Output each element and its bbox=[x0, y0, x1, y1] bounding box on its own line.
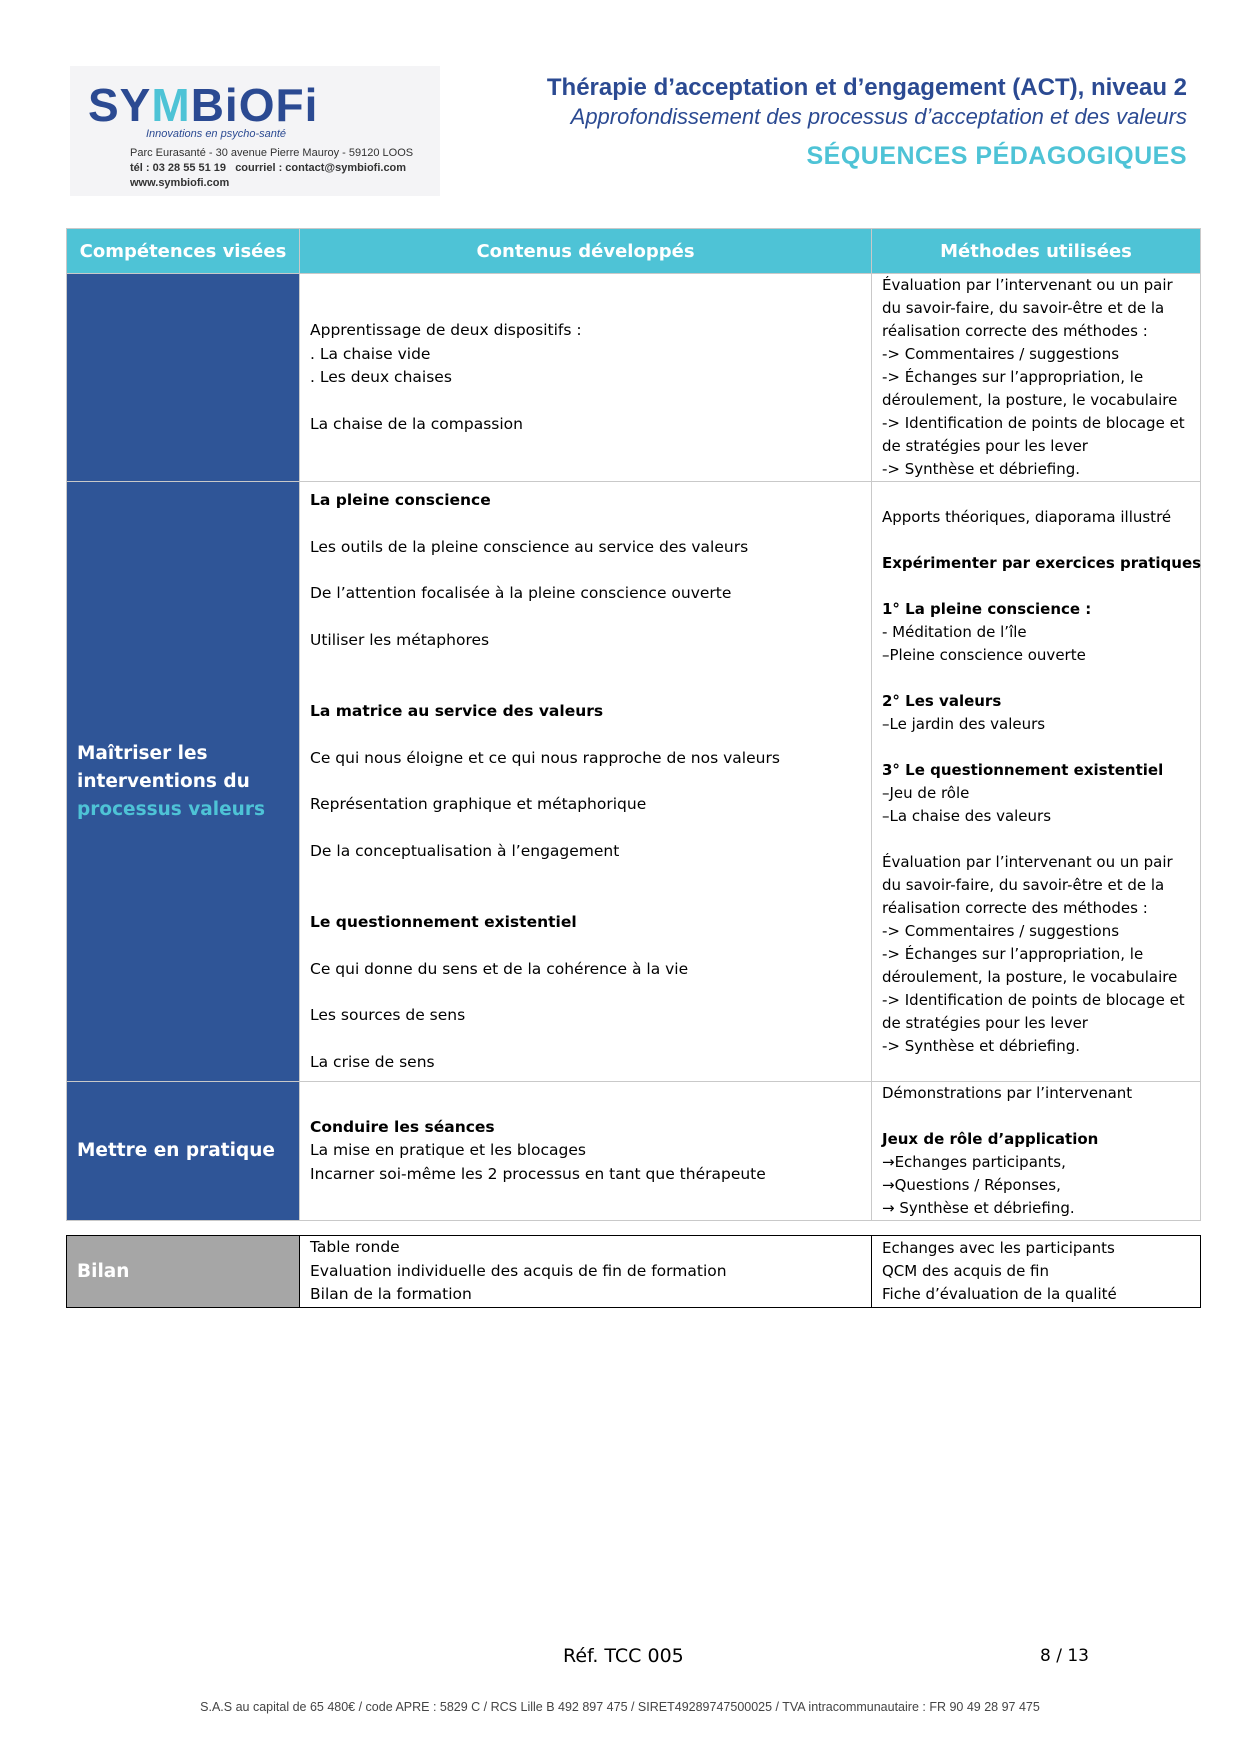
competence-text: interventions du bbox=[77, 770, 250, 792]
document-subtitle: Approfondissement des processus d’acceptation et des valeurs bbox=[570, 104, 1187, 129]
contenus-cell bbox=[300, 482, 872, 1082]
bilan-contenu-line: Table ronde bbox=[310, 1238, 400, 1257]
section-title: SÉQUENCES PÉDAGOGIQUES bbox=[806, 142, 1187, 170]
bilan-contenu-line: Bilan de la formation bbox=[310, 1285, 472, 1304]
methode-line: –Jeu de rôle bbox=[882, 783, 970, 802]
logo-part-2: M bbox=[151, 79, 191, 131]
contenu-heading: La pleine conscience bbox=[310, 491, 491, 509]
legal-footer: S.A.S au capital de 65 480€ / code APRE : 5829 C / RCS Lille B 492 897 475 / SIRET49289747500025 / TVA intracommunautaire : FR 90 49 28 97 475 bbox=[200, 1700, 1040, 1714]
bilan-methode-line: Fiche d’évaluation de la qualité bbox=[882, 1285, 1117, 1303]
contenu-line: Utiliser les métaphores bbox=[310, 630, 490, 649]
bilan-label: Bilan bbox=[67, 1236, 300, 1308]
methode-line: Apports théoriques, diaporama illustré bbox=[882, 507, 1172, 526]
methode-line: - Méditation de l’île bbox=[882, 622, 1027, 641]
contenus-cell bbox=[300, 274, 872, 482]
contenu-heading: La matrice au service des valeurs bbox=[310, 702, 604, 720]
methode-line: -> Identification de points de blocage et bbox=[882, 990, 1185, 1009]
company-address: Parc Eurasanté - 30 avenue Pierre Mauroy - 59120 LOOS bbox=[130, 147, 414, 159]
contenu-line: De l’attention focalisée à la pleine conscience ouverte bbox=[310, 584, 732, 602]
company-website bbox=[130, 176, 413, 191]
bilan-table bbox=[66, 1235, 1201, 1308]
methode-line: -> Commentaires / suggestions bbox=[882, 921, 1120, 940]
methode-heading: Jeux de rôle d’application bbox=[882, 1130, 1099, 1148]
contenu-line: La crise de sens bbox=[310, 1052, 435, 1071]
contenu-line: De la conceptualisation à l’engagement bbox=[310, 841, 620, 860]
bilan-contenu-line: Evaluation individuelle des acquis de fin de formation bbox=[310, 1261, 727, 1280]
methode-line: –Le jardin des valeurs bbox=[882, 714, 1046, 733]
contenu-line: Ce qui nous éloigne et ce qui nous rapproche de nos valeurs bbox=[310, 748, 780, 767]
contenu-heading: Conduire les séances bbox=[310, 1117, 495, 1136]
methode-line: du savoir-faire, du savoir-être et de la bbox=[882, 875, 1165, 894]
bilan-methodes-cell bbox=[872, 1236, 1201, 1308]
logo-tagline: Innovations en psycho-santé bbox=[146, 128, 287, 140]
methode-heading: 2° Les valeurs bbox=[882, 691, 1002, 710]
methode-line: →Questions / Réponses, bbox=[882, 1176, 1061, 1194]
logo-wordmark bbox=[88, 78, 318, 132]
contenu-line: La chaise de la compassion bbox=[310, 414, 523, 433]
logo-part-3: BiOFi bbox=[190, 79, 319, 131]
company-website-text: www.symbiofi.com bbox=[130, 177, 230, 189]
methode-heading: 1° La pleine conscience : bbox=[882, 599, 1092, 618]
competence-text: Maîtriser les bbox=[77, 742, 208, 764]
table-row bbox=[67, 1082, 1201, 1221]
table-row bbox=[67, 274, 1201, 482]
methode-line: de stratégies pour les lever bbox=[882, 437, 1088, 455]
page-number: 8 / 13 bbox=[1040, 1646, 1089, 1666]
methode-line: -> Échanges sur l’appropriation, le bbox=[882, 368, 1144, 386]
methodes-cell bbox=[872, 482, 1201, 1082]
methode-line: de stratégies pour les lever bbox=[882, 1013, 1088, 1032]
methode-line: –Pleine conscience ouverte bbox=[882, 645, 1086, 664]
contenu-line: La mise en pratique et les blocages bbox=[310, 1141, 586, 1160]
contenu-line: Représentation graphique et métaphorique bbox=[310, 795, 647, 813]
methodes-cell bbox=[872, 274, 1201, 482]
competence-cell: Mettre en pratique bbox=[67, 1082, 300, 1221]
bilan-contenus-cell bbox=[300, 1236, 872, 1308]
methode-line: –La chaise des valeurs bbox=[882, 806, 1052, 825]
table-row bbox=[67, 482, 1201, 1082]
bilan-methode-line: QCM des acquis de fin bbox=[882, 1262, 1050, 1280]
contenus-cell bbox=[300, 1082, 872, 1221]
company-phone: tél : 03 28 55 51 19 bbox=[130, 162, 227, 174]
sequences-table bbox=[66, 228, 1201, 1221]
header-methodes: Méthodes utilisées bbox=[872, 229, 1201, 274]
header-competences: Compétences visées bbox=[67, 229, 300, 274]
methode-heading: Expérimenter par exercices pratiques bbox=[882, 553, 1202, 572]
contenu-line: . La chaise vide bbox=[310, 344, 431, 363]
contenu-line: Ce qui donne du sens et de la cohérence à la vie bbox=[310, 959, 689, 978]
methode-line: réalisation correcte des méthodes : bbox=[882, 322, 1148, 340]
company-contact bbox=[130, 146, 413, 191]
company-email: courriel : contact@symbiofi.com bbox=[235, 162, 407, 174]
document-reference: Réf. TCC 005 bbox=[563, 1645, 684, 1667]
methode-line: → Synthèse et débriefing. bbox=[882, 1199, 1075, 1217]
methode-line: réalisation correcte des méthodes : bbox=[882, 898, 1148, 917]
company-logo bbox=[70, 66, 440, 196]
bilan-methode-line: Echanges avec les participants bbox=[882, 1239, 1115, 1257]
methode-line: déroulement, la posture, le vocabulaire bbox=[882, 967, 1178, 986]
logo-part-1: SY bbox=[88, 79, 152, 131]
document-title: Thérapie d’acceptation et d’engagement (ACT), niveau 2 bbox=[546, 74, 1187, 101]
methode-line: Évaluation par l’intervenant ou un pair bbox=[882, 276, 1173, 294]
table-header-row bbox=[67, 229, 1201, 274]
methode-line: -> Synthèse et débriefing. bbox=[882, 460, 1081, 478]
methode-heading: 3° Le questionnement existentiel bbox=[882, 760, 1164, 779]
contenu-line: Les outils de la pleine conscience au service des valeurs bbox=[310, 537, 749, 556]
bilan-row bbox=[67, 1236, 1201, 1308]
methode-line: Démonstrations par l’intervenant bbox=[882, 1084, 1133, 1102]
methode-line: -> Synthèse et débriefing. bbox=[882, 1036, 1081, 1055]
contenu-line: Les sources de sens bbox=[310, 1006, 466, 1024]
competence-cell bbox=[67, 482, 300, 1082]
methode-line: -> Commentaires / suggestions bbox=[882, 345, 1120, 363]
methode-line: du savoir-faire, du savoir-être et de la bbox=[882, 299, 1165, 317]
competence-highlight: processus valeurs bbox=[77, 798, 265, 820]
methode-line: déroulement, la posture, le vocabulaire bbox=[882, 391, 1178, 409]
contenu-heading: Le questionnement existentiel bbox=[310, 913, 577, 931]
methode-line: -> Échanges sur l’appropriation, le bbox=[882, 944, 1144, 963]
methodes-cell bbox=[872, 1082, 1201, 1221]
contenu-line: . Les deux chaises bbox=[310, 368, 452, 386]
contenu-line: Apprentissage de deux dispositifs : bbox=[310, 321, 582, 339]
methode-line: →Echanges participants, bbox=[882, 1153, 1066, 1171]
methode-line: Évaluation par l’intervenant ou un pair bbox=[882, 852, 1173, 871]
methode-line: -> Identification de points de blocage et bbox=[882, 414, 1185, 432]
document-title-block bbox=[547, 74, 1187, 171]
competence-cell bbox=[67, 274, 300, 482]
header-contenus: Contenus développés bbox=[300, 229, 872, 274]
contenu-line: Incarner soi-même les 2 processus en tant que thérapeute bbox=[310, 1164, 766, 1183]
company-phone-mail bbox=[130, 161, 413, 176]
